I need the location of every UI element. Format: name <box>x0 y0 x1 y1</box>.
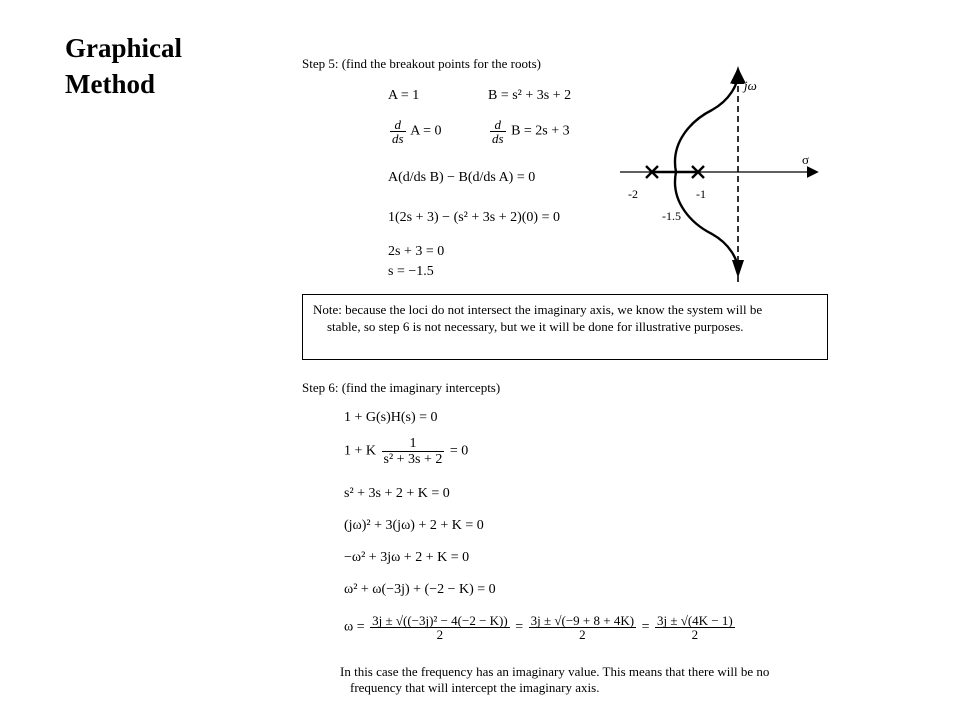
eq-substituted: 1(2s + 3) − (s² + 3s + 2)(0) = 0 <box>388 210 560 225</box>
omega-fraction-1 <box>370 614 510 641</box>
d-ds-fraction: $\frac{d}{ds}$ <box>392 117 404 146</box>
lower-arrowhead-icon <box>732 260 744 278</box>
eq2-denominator: s² + 3s + 2 <box>383 452 443 467</box>
step5-heading: Step 5: (find the breakout points for the roots) <box>302 56 542 71</box>
jw-label: jω <box>744 78 757 93</box>
eq-transfer-function <box>344 436 468 467</box>
eq-db <box>488 118 570 145</box>
slide-title <box>65 30 182 102</box>
upper-locus-branch <box>675 74 738 172</box>
omega-f1-num: 3j ± √((−3j)² − 4(−2 − K)) <box>372 613 508 628</box>
equals-sign: = <box>641 619 650 635</box>
lower-locus-branch <box>675 172 738 270</box>
eq2-lead: 1 + K <box>344 443 377 459</box>
omega-f3-den: 2 <box>691 627 699 642</box>
root-locus-diagram <box>612 62 832 292</box>
note-box <box>302 294 828 360</box>
eq-expanded: −ω² + 3jω + 2 + K = 0 <box>344 550 470 565</box>
note-line-2: stable, so step 6 is not necessary, but we it will be done for illustrative purposes. <box>327 319 744 334</box>
omega-fraction-2 <box>529 614 636 641</box>
upper-arrowhead-icon <box>732 66 744 84</box>
eq2-numerator: 1 <box>382 436 445 452</box>
eq2-tail: = 0 <box>449 443 469 459</box>
equals-sign: = <box>515 619 524 635</box>
note-line-1: Note: because the loci do not intersect the imaginary axis, we know the system will be <box>313 302 763 317</box>
eq-db-text: B = 2s + 3 <box>511 123 570 139</box>
omega-f1-den: 2 <box>436 627 444 642</box>
step6-heading: Step 6: (find the imaginary intercepts) <box>302 380 501 395</box>
omega-fraction-3 <box>655 614 735 641</box>
omega-f2-den: 2 <box>579 627 586 642</box>
eq-b: B = s² + 3s + 2 <box>488 88 572 103</box>
eq-polynomial: s² + 3s + 2 + K = 0 <box>344 486 450 501</box>
omega-lead: ω = <box>344 619 365 635</box>
eq-quadratic: ω² + ω(−3j) + (−2 − K) = 0 <box>344 582 496 597</box>
eq-characteristic: 1 + G(s)H(s) = 0 <box>344 410 438 425</box>
closing-line-2: frequency that will intercept the imaginary axis. <box>350 680 600 695</box>
pole2-label: -1 <box>696 187 706 201</box>
sigma-label: σ <box>802 152 810 167</box>
d-ds-fraction: $\frac{d}{ds}$ <box>492 117 504 146</box>
closing-line-1: In this case the frequency has an imaginary value. This means that there will be no <box>340 664 770 679</box>
omega-f3-num: 3j ± √(4K − 1) <box>656 613 733 628</box>
eq-da-text: A = 0 <box>410 123 442 139</box>
pole1-label: -2 <box>628 187 638 201</box>
omega-f2-num: 3j ± √(−9 + 8 + 4K) <box>530 613 635 628</box>
eq-omega-solution <box>344 614 737 641</box>
eq2-fraction <box>382 436 445 467</box>
closing-paragraph <box>340 664 840 696</box>
eq-linear: 2s + 3 = 0 <box>388 244 445 259</box>
eq-breakout-condition: A(d/ds B) − B(d/ds A) = 0 <box>388 170 536 185</box>
eq-da <box>388 118 442 145</box>
title-line-1: Graphical <box>65 33 183 63</box>
eq-jw-substitution: (jω)² + 3(jω) + 2 + K = 0 <box>344 518 484 533</box>
eq-a: A = 1 <box>388 88 420 103</box>
eq-solution: s = −1.5 <box>388 264 434 279</box>
breakout-label: -1.5 <box>662 209 681 223</box>
title-line-2: Method <box>65 69 155 99</box>
